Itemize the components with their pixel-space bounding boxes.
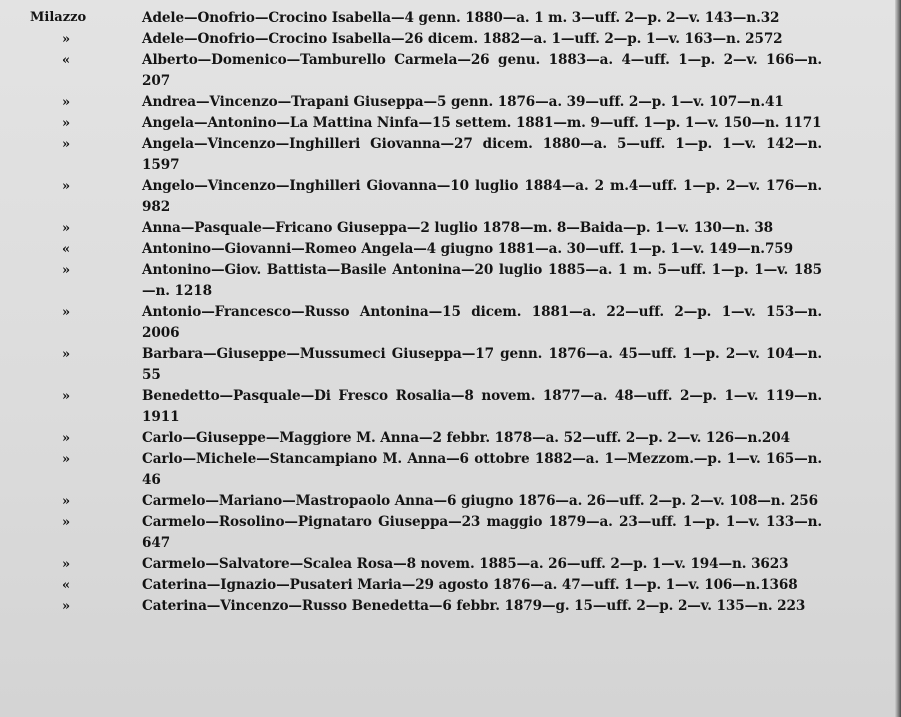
list-item xyxy=(0,596,895,617)
entry-text: Carlo—Michele—Stancampiano M. Anna—6 ottobre 1882—a. 1—Mezzom.—p. 1—v. 165—n. 46 xyxy=(142,451,822,488)
ditto-marker: » xyxy=(62,179,71,194)
entry-text: Adele—Onofrio—Crocino Isabella—26 dicem. 1882—a. 1—uff. 2—p. 1—v. 163—n. 2572 xyxy=(142,31,783,47)
list-item xyxy=(0,29,895,50)
entry-text: Angela—Antonino—La Mattina Ninfa—15 settem. 1881—m. 9—uff. 1—p. 1—v. 150—n. 1171 xyxy=(142,115,822,131)
entry-text: Angela—Vincenzo—Inghilleri Giovanna—27 dicem. 1880—a. 5—uff. 1—p. 1—v. 142—n. 1597 xyxy=(142,136,822,173)
list-item xyxy=(0,239,895,260)
entry-text: Caterina—Ignazio—Pusateri Maria—29 agosto 1876—a. 47—uff. 1—p. 1—v. 106—n.1368 xyxy=(142,577,798,593)
entry-text: Adele—Onofrio—Crocino Isabella—4 genn. 1880—a. 1 m. 3—uff. 2—p. 2—v. 143—n.32 xyxy=(142,10,780,26)
entry-text: Andrea—Vincenzo—Trapani Giuseppa—5 genn. 1876—a. 39—uff. 2—p. 1—v. 107—n.41 xyxy=(142,94,784,110)
ditto-marker: » xyxy=(62,557,71,572)
list-item xyxy=(0,491,895,512)
ditto-marker: » xyxy=(62,389,71,404)
entry-text: Carlo—Giuseppe—Maggiore M. Anna—2 febbr. 1878—a. 52—uff. 2—p. 2—v. 126—n.204 xyxy=(142,430,790,446)
entry-text: Barbara—Giuseppe—Mussumeci Giuseppa—17 genn. 1876—a. 45—uff. 1—p. 2—v. 104—n. 55 xyxy=(142,346,822,383)
list-item xyxy=(0,134,895,176)
entry-text: Caterina—Vincenzo—Russo Benedetta—6 febbr. 1879—g. 15—uff. 2—p. 2—v. 135—n. 223 xyxy=(142,598,806,614)
ditto-marker: » xyxy=(62,599,71,614)
list-item xyxy=(0,176,895,218)
list-item xyxy=(0,512,895,554)
entry-list xyxy=(0,8,895,617)
list-item xyxy=(0,92,895,113)
ditto-marker: « xyxy=(62,53,71,68)
entry-text: Alberto—Domenico—Tamburello Carmela—26 genu. 1883—a. 4—uff. 1—p. 2—v. 166—n. 207 xyxy=(142,52,822,89)
page-edge-shadow xyxy=(895,0,901,717)
entry-text: Angelo—Vincenzo—Inghilleri Giovanna—10 luglio 1884—a. 2 m.4—uff. 1—p. 2—v. 176—n. 982 xyxy=(142,178,822,215)
list-item xyxy=(0,344,895,386)
list-item xyxy=(0,386,895,428)
ditto-marker: » xyxy=(62,452,71,467)
list-item xyxy=(0,50,895,92)
ditto-marker: « xyxy=(62,578,71,593)
ditto-marker: » xyxy=(62,494,71,509)
ditto-marker: » xyxy=(62,431,71,446)
ditto-marker: » xyxy=(62,116,71,131)
list-item xyxy=(0,554,895,575)
town-name: Milazzo xyxy=(30,10,87,25)
entry-text: Antonino—Giov. Battista—Basile Antonina—20 luglio 1885—a. 1 m. 5—uff. 1—p. 1—v. 185—n. 1218 xyxy=(142,262,822,299)
ditto-marker: » xyxy=(62,347,71,362)
ditto-marker: « xyxy=(62,242,71,257)
entry-text: Anna—Pasquale—Fricano Giuseppa—2 luglio 1878—m. 8—Baida—p. 1—v. 130—n. 38 xyxy=(142,220,774,236)
ditto-marker: » xyxy=(62,95,71,110)
list-item xyxy=(0,218,895,239)
ditto-marker: » xyxy=(62,305,71,320)
list-item xyxy=(0,260,895,302)
list-item xyxy=(0,8,895,29)
ditto-marker: » xyxy=(62,137,71,152)
list-item xyxy=(0,428,895,449)
entry-text: Carmelo—Rosolino—Pignataro Giuseppa—23 maggio 1879—a. 23—uff. 1—p. 1—v. 133—n. 647 xyxy=(142,514,822,551)
list-item xyxy=(0,302,895,344)
ditto-marker: » xyxy=(62,515,71,530)
entry-text: Benedetto—Pasquale—Di Fresco Rosalia—8 novem. 1877—a. 48—uff. 2—p. 1—v. 119—n. 1911 xyxy=(142,388,822,425)
entry-text: Carmelo—Mariano—Mastropaolo Anna—6 giugno 1876—a. 26—uff. 2—p. 2—v. 108—n. 256 xyxy=(142,493,818,509)
entry-text: Antonio—Francesco—Russo Antonina—15 dicem. 1881—a. 22—uff. 2—p. 1—v. 153—n. 2006 xyxy=(142,304,822,341)
entry-text: Carmelo—Salvatore—Scalea Rosa—8 novem. 1885—a. 26—uff. 2—p. 1—v. 194—n. 3623 xyxy=(142,556,789,572)
entry-text: Antonino—Giovanni—Romeo Angela—4 giugno 1881—a. 30—uff. 1—p. 1—v. 149—n.759 xyxy=(142,241,794,257)
ditto-marker: » xyxy=(62,32,71,47)
ditto-marker: » xyxy=(62,221,71,236)
ditto-marker xyxy=(0,8,142,29)
ditto-marker: » xyxy=(62,263,71,278)
list-item xyxy=(0,449,895,491)
list-item xyxy=(0,575,895,596)
list-item xyxy=(0,113,895,134)
